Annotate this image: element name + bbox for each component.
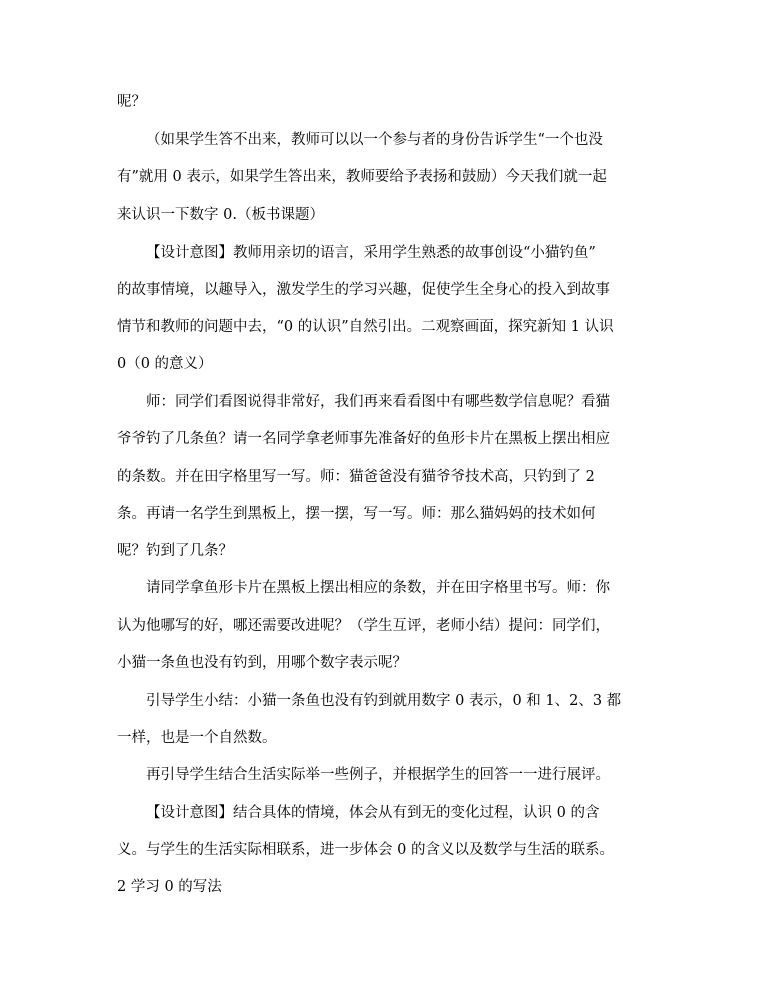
text-line-16: 小猫一条鱼也没有钓到，用哪个数字表示呢？ xyxy=(117,655,407,671)
text-line-5: 【设计意图】教师用亲切的语言，采用学生熟悉的故事创设“小猫钓鱼” xyxy=(146,245,596,261)
text-line-15: 认为他哪写的好，哪还需要改进呢？（学生互评，老师小结）提问：同学们， xyxy=(117,618,610,634)
text-line-9: 师：同学们看图说得非常好，我们再来看看图中有哪些数学信息呢？看猫 xyxy=(146,394,610,410)
text-line-11: 的条数。并在田字格里写一写。师：猫爸爸没有猫爷爷技术高，只钓到了 2 xyxy=(117,469,595,485)
text-line-8: 0（0 的意义） xyxy=(117,356,213,372)
text-line-12: 条。再请一名学生到黑板上，摆一摆，写一写。师：那么猫妈妈的技术如何 xyxy=(117,506,596,522)
text-line-19: 再引导学生结合生活实际举一些例子，并根据学生的回答一一进行展评。 xyxy=(146,767,610,783)
text-line-3: 有”就用 0 表示，如果学生答出来，教师要给予表扬和鼓励）今天我们就一起 xyxy=(117,169,607,185)
text-line-6: 的故事情境，以趣导入，激发学生的学习兴趣，促使学生全身心的投入到故事 xyxy=(117,282,610,298)
text-line-13: 呢？钓到了几条？ xyxy=(117,543,233,559)
text-line-1: 呢？ xyxy=(117,94,146,110)
text-line-21: 义。与学生的生活实际相联系，进一步体会 0 的含义以及数学与生活的联系。 xyxy=(117,842,614,858)
text-line-4: 来认识一下数字 0.（板书课题） xyxy=(117,207,324,223)
text-line-18: 一样，也是一个自然数。 xyxy=(117,730,277,746)
text-line-10: 爷爷钓了几条鱼？请一名同学拿老师事先准备好的鱼形卡片在黑板上摆出相应 xyxy=(117,431,610,447)
text-line-7: 情节和教师的问题中去，“0 的认识”自然引出。二观察画面，探究新知 1 认识 xyxy=(117,319,614,335)
text-line-22: 2 学习 0 的写法 xyxy=(117,879,222,895)
text-line-20: 【设计意图】结合具体的情境，体会从有到无的变化过程，认识 0 的含 xyxy=(146,805,600,821)
text-line-17: 引导学生小结：小猫一条鱼也没有钓到就用数字 0 表示，0 和 1、2、3 都 xyxy=(146,693,622,709)
text-line-2: （如果学生答不出来，教师可以以一个参与者的身份告诉学生“一个也没 xyxy=(146,132,603,148)
text-line-14: 请同学拿鱼形卡片在黑板上摆出相应的条数，并在田字格里书写。师：你 xyxy=(146,580,610,596)
